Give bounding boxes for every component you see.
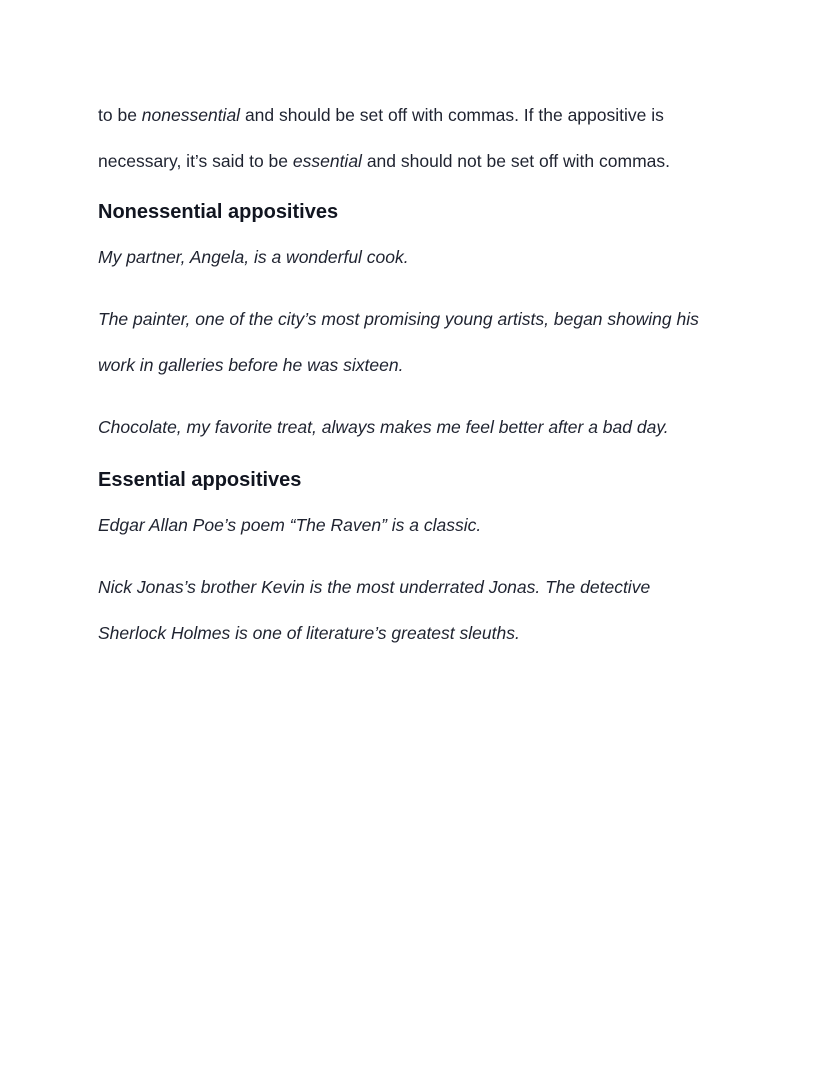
section-heading-essential: Essential appositives [98,469,302,491]
example-line: Chocolate, my favorite treat, always makes me feel better after a bad day. [98,417,669,437]
intro-emphasis: essential [292,151,362,171]
example-line: work in galleries before he was sixteen. [98,355,404,375]
example-sentence [98,502,758,548]
intro-text: and should not be set off with commas. [361,151,670,171]
intro-text: necessary, it’s said to be [98,151,293,171]
document-page [98,92,758,656]
section-heading-nonessential: Nonessential appositives [98,201,339,223]
example-sentence [98,404,758,450]
example-line: My partner, Angela, is a wonderful cook. [98,247,409,267]
example-sentence [98,234,758,280]
intro-line [98,92,758,138]
example-line: Nick Jonas’s brother Kevin is the most underrated Jonas. The detective [98,577,651,597]
intro-line [98,138,758,184]
intro-emphasis: nonessential [141,105,241,125]
example-line: Edgar Allan Poe’s poem “The Raven” is a classic. [98,515,482,535]
intro-paragraph [98,92,758,184]
intro-text: and should be set off with commas. If the appositive is [240,105,664,125]
example-line: Sherlock Holmes is one of literature’s greatest sleuths. [98,623,520,643]
example-sentence [98,296,758,388]
example-sentence [98,564,758,656]
example-line: The painter, one of the city’s most promising young artists, began showing his [98,309,699,329]
intro-text: to be [98,105,142,125]
